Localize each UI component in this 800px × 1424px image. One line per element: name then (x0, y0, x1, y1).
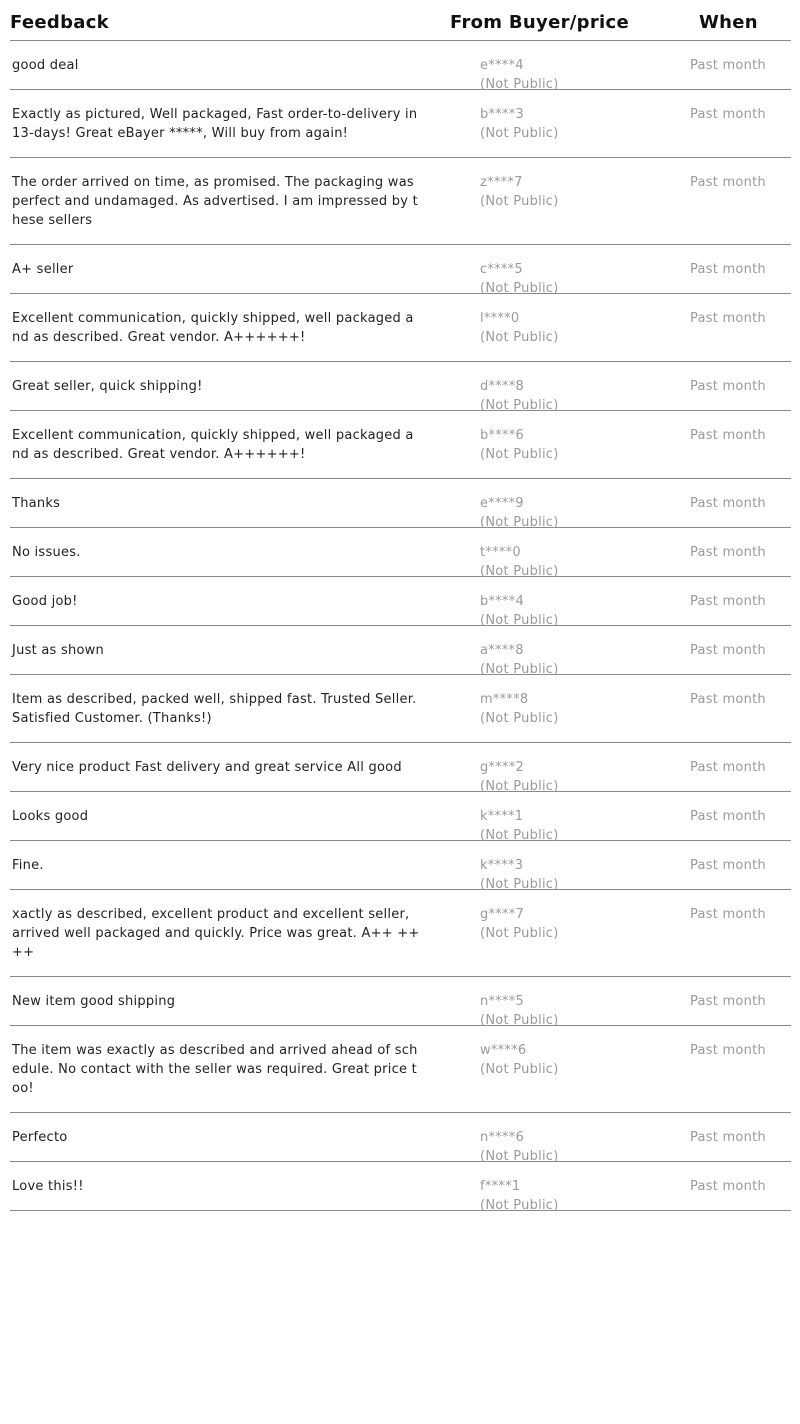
buyer-id: b****6 (480, 428, 525, 443)
buyer-cell (480, 426, 650, 464)
price-text: (Not Public) (480, 281, 559, 296)
feedback-text: Excellent communication, quickly shipped, well packaged and as described. Great vendor. A++++++! (12, 311, 414, 345)
buyer-id: n****5 (480, 994, 525, 1009)
price-text: (Not Public) (480, 711, 559, 726)
buyer-id: z****7 (480, 175, 523, 190)
feedback-text: Excellent communication, quickly shipped, well packaged and as described. Great vendor. A++++++! (12, 428, 414, 462)
table-row (10, 528, 791, 577)
buyer-id: e****4 (480, 58, 524, 73)
feedback-text: The order arrived on time, as promised. The packaging was perfect and undamaged. As advertised. I am impressed by these sellers (12, 175, 418, 228)
feedback-text: Very nice product Fast delivery and great service All good (12, 760, 402, 775)
price-text: (Not Public) (480, 779, 559, 794)
feedback-text: Fine. (12, 858, 44, 873)
buyer-id: k****1 (480, 809, 524, 824)
buyer-cell (480, 856, 650, 894)
table-row (10, 479, 791, 528)
buyer-id: c****5 (480, 262, 523, 277)
buyer-cell (480, 260, 650, 298)
feedback-list (10, 41, 791, 1211)
buyer-cell (480, 543, 650, 581)
buyer-cell (480, 992, 650, 1030)
feedback-text: Exactly as pictured, Well packaged, Fast order-to-delivery in 13-days! Great eBayer *****, Will buy from again! (12, 107, 418, 141)
feedback-text: Thanks (12, 496, 61, 511)
table-row (10, 890, 791, 977)
price-text: (Not Public) (480, 126, 559, 141)
when-text: Past month (690, 175, 766, 190)
buyer-cell (480, 807, 650, 845)
when-text: Past month (690, 107, 766, 122)
feedback-text: Great seller, quick shipping! (12, 379, 203, 394)
price-text: (Not Public) (480, 662, 559, 677)
table-row (10, 675, 791, 743)
table-row (10, 626, 791, 675)
when-text: Past month (690, 692, 766, 707)
buyer-cell (480, 1177, 650, 1215)
buyer-id: g****2 (480, 760, 525, 775)
feedback-text: A+ seller (12, 262, 74, 277)
buyer-cell (480, 494, 650, 532)
buyer-cell (480, 1041, 650, 1079)
when-text: Past month (690, 1179, 766, 1194)
buyer-id: f****1 (480, 1179, 521, 1194)
table-row (10, 362, 791, 411)
when-text: Past month (690, 907, 766, 922)
buyer-id: d****8 (480, 379, 525, 394)
table-row (10, 294, 791, 362)
buyer-cell (480, 1128, 650, 1166)
buyer-id: e****9 (480, 496, 524, 511)
buyer-cell (480, 309, 650, 347)
feedback-text: New item good shipping (12, 994, 176, 1009)
feedback-text: Looks good (12, 809, 89, 824)
buyer-price-column-header: From Buyer/price (450, 12, 629, 33)
table-row (10, 41, 791, 90)
feedback-text: Perfecto (12, 1130, 68, 1145)
when-text: Past month (690, 994, 766, 1009)
when-text: Past month (690, 496, 766, 511)
buyer-cell (480, 758, 650, 796)
table-row (10, 577, 791, 626)
table-row (10, 792, 791, 841)
buyer-id: w****6 (480, 1043, 527, 1058)
when-text: Past month (690, 428, 766, 443)
when-text: Past month (690, 809, 766, 824)
buyer-id: t****0 (480, 545, 521, 560)
when-text: Past month (690, 1130, 766, 1145)
buyer-id: b****4 (480, 594, 525, 609)
price-text: (Not Public) (480, 398, 559, 413)
price-text: (Not Public) (480, 1198, 559, 1213)
price-text: (Not Public) (480, 1062, 559, 1077)
feedback-text: Just as shown (12, 643, 105, 658)
buyer-cell (480, 641, 650, 679)
price-text: (Not Public) (480, 926, 559, 941)
price-text: (Not Public) (480, 515, 559, 530)
price-text: (Not Public) (480, 1149, 559, 1164)
buyer-cell (480, 173, 650, 211)
buyer-id: b****3 (480, 107, 525, 122)
buyer-cell (480, 905, 650, 943)
when-text: Past month (690, 58, 766, 73)
table-row (10, 158, 791, 245)
when-text: Past month (690, 311, 766, 326)
table-row (10, 1113, 791, 1162)
buyer-id: l****0 (480, 311, 520, 326)
table-row (10, 977, 791, 1026)
table-row (10, 90, 791, 158)
price-text: (Not Public) (480, 77, 559, 92)
when-column-header: When (699, 12, 758, 33)
feedback-column-header: Feedback (10, 12, 109, 33)
when-text: Past month (690, 858, 766, 873)
feedback-text: xactly as described, excellent product and excellent seller, arrived well packaged and quickly. Price was great. A++ ++ ++ (12, 907, 420, 960)
when-text: Past month (690, 545, 766, 560)
price-text: (Not Public) (480, 828, 559, 843)
buyer-cell (480, 690, 650, 728)
price-text: (Not Public) (480, 613, 559, 628)
buyer-cell (480, 592, 650, 630)
feedback-text: The item was exactly as described and arrived ahead of schedule. No contact with the seller was required. Great price too! (12, 1043, 418, 1096)
buyer-id: g****7 (480, 907, 525, 922)
when-text: Past month (690, 594, 766, 609)
price-text: (Not Public) (480, 877, 559, 892)
price-text: (Not Public) (480, 447, 559, 462)
table-row (10, 841, 791, 890)
buyer-id: n****6 (480, 1130, 525, 1145)
when-text: Past month (690, 379, 766, 394)
when-text: Past month (690, 643, 766, 658)
buyer-cell (480, 105, 650, 143)
buyer-id: k****3 (480, 858, 524, 873)
price-text: (Not Public) (480, 330, 559, 345)
buyer-cell (480, 377, 650, 415)
feedback-text: good deal (12, 58, 79, 73)
table-row (10, 1162, 791, 1211)
when-text: Past month (690, 1043, 766, 1058)
buyer-id: m****8 (480, 692, 529, 707)
table-row (10, 245, 791, 294)
feedback-table-header (10, 0, 791, 41)
feedback-text: Love this!! (12, 1179, 84, 1194)
feedback-text: Item as described, packed well, shipped fast. Trusted Seller. Satisfied Customer. (Thanks!) (12, 692, 417, 726)
price-text: (Not Public) (480, 1013, 559, 1028)
feedback-text: No issues. (12, 545, 81, 560)
buyer-id: a****8 (480, 643, 524, 658)
table-row (10, 1026, 791, 1113)
price-text: (Not Public) (480, 194, 559, 209)
price-text: (Not Public) (480, 564, 559, 579)
table-row (10, 743, 791, 792)
when-text: Past month (690, 760, 766, 775)
feedback-text: Good job! (12, 594, 78, 609)
buyer-cell (480, 56, 650, 94)
table-row (10, 411, 791, 479)
when-text: Past month (690, 262, 766, 277)
